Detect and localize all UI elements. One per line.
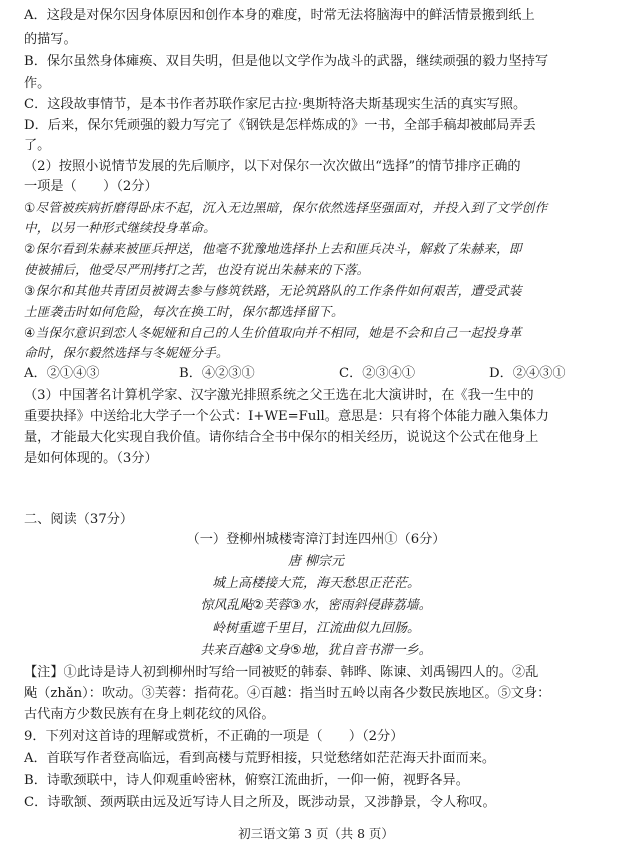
answer-option-a: A．②①④③ — [24, 366, 100, 381]
question-3-line4: 是如何体现的。（3分） — [24, 451, 158, 466]
option-b-line1: B．保尔虽然身体瘫痪、双目失明，但是他以文学作为战斗的武器，继续顽强的毅力坚持写 — [24, 54, 548, 69]
question-2-line1: （2）按照小说情节发展的先后顺序，以下对保尔一次次做出“选择”的情节排序正确的 — [24, 159, 521, 174]
option-a-line2: 的描写。 — [24, 32, 77, 47]
question-9-option-b: B．诗歌颈联中，诗人仰观重岭密林，俯察江流曲折，一仰一俯，视野各异。 — [24, 773, 469, 788]
poem-title: （一）登柳州城楼寄漳汀封连四州①（6分） — [186, 532, 446, 547]
event-4-line2: 命时，保尔毅然选择与冬妮娅分手。 — [24, 345, 229, 360]
event-2-line2: 使被捕后，他受尽严刑拷打之苦，也没有说出朱赫来的下落。 — [24, 262, 370, 277]
option-d-line1: D．后来，保尔凭顽强的毅力写完了《钢铁是怎样炼成的》一书，全部手稿却被邮局弄丢 — [24, 118, 536, 133]
event-4-line1: ④当保尔意识到恋人冬妮娅和自己的人生价值取向并不相同，她是不会和自己一起投身革 — [24, 325, 522, 340]
answer-option-c: C．②③④① — [339, 366, 416, 381]
option-b-line2: 作。 — [24, 76, 51, 91]
answer-option-b: B．④②③① — [179, 366, 255, 381]
event-3-line1: ③保尔和其他共青团员被调去参与修筑铁路，无论筑路队的工作条件如何艰苦，遭受武装 — [24, 283, 522, 298]
note-line-2: 飐（zhǎn）：吹动。③芙蓉：指荷花。④百越：指当时五岭以南各少数民族地区。⑤文身： — [24, 686, 551, 701]
poem-line-1: 城上高楼接大荒，海天愁思正茫茫。 — [211, 576, 420, 591]
question-2-line2: 一项是（ ）（2分） — [24, 179, 158, 194]
question-3-line1: （3）中国著名计算机学家、汉字激光排照系统之父王选在北大演讲时，在《我一生中的 — [24, 388, 534, 403]
question-9: 9．下列对这首诗的理解或赏析，不正确的一项是（ ）（2分） — [24, 729, 404, 744]
question-9-option-c: C．诗歌颔、颈两联由远及近写诗人目之所及，既涉动景，又涉静景，令人称叹。 — [24, 795, 496, 810]
poem-line-4: 共来百越④文身⑤地，犹自音书滞一乡。 — [200, 643, 432, 658]
page-footer: 初三语文第 3 页（共 8 页） — [238, 826, 394, 841]
answer-option-d: D．②④③① — [489, 366, 566, 381]
question-3-line3: 量，才能最大化实现自我价值。请你结合全书中保尔的相关经历，说说这个公式在他身上 — [24, 430, 539, 445]
answer-options — [24, 366, 624, 382]
poem-line-2: 惊风乱飐②芙蓉③水，密雨斜侵薜荔墙。 — [200, 598, 432, 613]
question-9-option-a: A．首联写作者登高临远，看到高楼与荒野相接，只觉愁绪如茫茫海天扑面而来。 — [24, 751, 496, 766]
poem-author: 唐 柳宗元 — [287, 554, 345, 569]
question-3-line2: 重要抉择》中送给北大学子一个公式：I+WE=Full。意思是：只有将个体能力融入集体力 — [24, 409, 549, 424]
event-1-line2: 中，以另一种形式继续投身革命。 — [24, 220, 216, 235]
note-line-1: 【注】①此诗是诗人初到柳州时写给一同被贬的韩泰、韩晔、陈谏、刘禹锡四人的。②乱 — [24, 665, 539, 680]
event-2-line1: ②保尔看到朱赫来被匪兵押送，他毫不犹豫地选择扑上去和匪兵决斗，解救了朱赫来，即 — [24, 241, 522, 256]
option-a-line1: A．这段是对保尔因身体原因和创作本身的难度，时常无法将脑海中的鲜活情景搬到纸上 — [24, 8, 535, 23]
option-c-line1: C．这段故事情节，是本书作者苏联作家尼古拉·奥斯特洛夫斯基现实生活的真实写照。 — [24, 97, 527, 112]
section-heading: 二、阅读（37分） — [24, 512, 134, 527]
event-3-line2: 土匪袭击时如何危险，每次在换工时，保尔都选择留下。 — [24, 304, 344, 319]
note-line-3: 古代南方少数民族有在身上刺花纹的风俗。 — [24, 707, 275, 722]
option-d-line2: 了。 — [24, 138, 51, 153]
event-1-line1: ①尽管被疾病折磨得卧床不起，沉入无边黑暗，保尔依然选择坚强面对，并投入到了文学创作 — [24, 200, 548, 215]
poem-line-3: 岭树重遮千里目，江流曲似九回肠。 — [211, 621, 420, 636]
